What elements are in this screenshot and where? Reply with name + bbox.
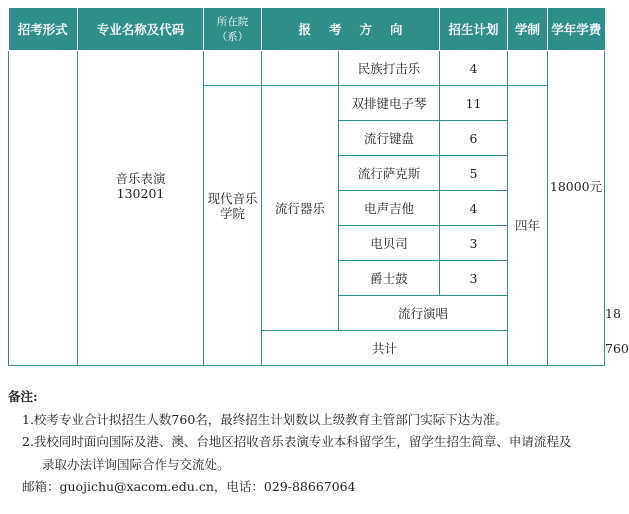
note-item-1: 1.校考专业合计拟招生人数760名，最终招生计划数以上级教育主管部门实际下达为准。	[22, 411, 508, 427]
enrollment-table	[8, 8, 629, 366]
header-direction: 报考方向	[262, 8, 440, 51]
college-empty-cell	[204, 51, 262, 86]
header-plan: 招生计划	[440, 8, 508, 51]
header-college: 所在院（系）	[204, 8, 262, 51]
college-name: 现代音乐学院	[207, 190, 258, 221]
plan-cell: 3	[440, 261, 508, 296]
header-mode: 招考形式	[9, 8, 78, 51]
plan-cell: 6	[440, 121, 508, 156]
major-name: 音乐表演	[115, 171, 166, 186]
notes-section	[8, 386, 608, 499]
plan-cell: 5	[440, 156, 508, 191]
vocal-direction-cell: 流行演唱	[339, 296, 508, 331]
years-cell: 四年	[508, 86, 548, 366]
direction-cell: 民族打击乐	[339, 51, 440, 86]
direction-cell: 流行萨克斯	[339, 156, 440, 191]
major-code: 130201	[116, 186, 165, 201]
table-row	[9, 51, 605, 86]
note-item-2: 2.我校同时面向国际及港、澳、台地区招收音乐表演专业本科留学生，留学生招生简章、申请流程及	[22, 434, 572, 449]
total-row: 共计 760	[9, 331, 605, 366]
direction-cell: 双排键电子琴	[339, 86, 440, 121]
plan-cell: 3	[440, 226, 508, 261]
table-row: 流行演唱 18	[9, 296, 605, 331]
notes-title: 备注:	[8, 389, 38, 404]
fee-cell: 18000元	[548, 51, 605, 366]
direction-cell: 电声吉他	[339, 191, 440, 226]
contact-info: 邮箱：guojichu@xacom.edu.cn，电话：029-88667064	[22, 479, 356, 494]
header-years: 学制	[508, 8, 548, 51]
plan-cell: 4	[440, 191, 508, 226]
header-major: 专业名称及代码	[78, 8, 204, 51]
group-empty-cell	[262, 51, 339, 86]
total-label-cell: 共计	[262, 331, 508, 366]
mode-cell	[9, 51, 78, 366]
note-item-2-continued: 录取办法详询国际合作与交流处。	[42, 456, 230, 472]
major-cell	[78, 51, 204, 366]
header-row	[9, 8, 605, 51]
plan-cell: 4	[440, 51, 508, 86]
group-cell: 流行器乐	[262, 86, 339, 331]
enrollment-table-container	[8, 8, 629, 364]
plan-cell: 11	[440, 86, 508, 121]
direction-cell: 爵士鼓	[339, 261, 440, 296]
college-cell	[204, 86, 262, 366]
direction-cell: 流行键盘	[339, 121, 440, 156]
header-fee: 学年学费	[548, 8, 605, 51]
direction-cell: 电贝司	[339, 226, 440, 261]
years-empty-cell	[508, 51, 548, 86]
